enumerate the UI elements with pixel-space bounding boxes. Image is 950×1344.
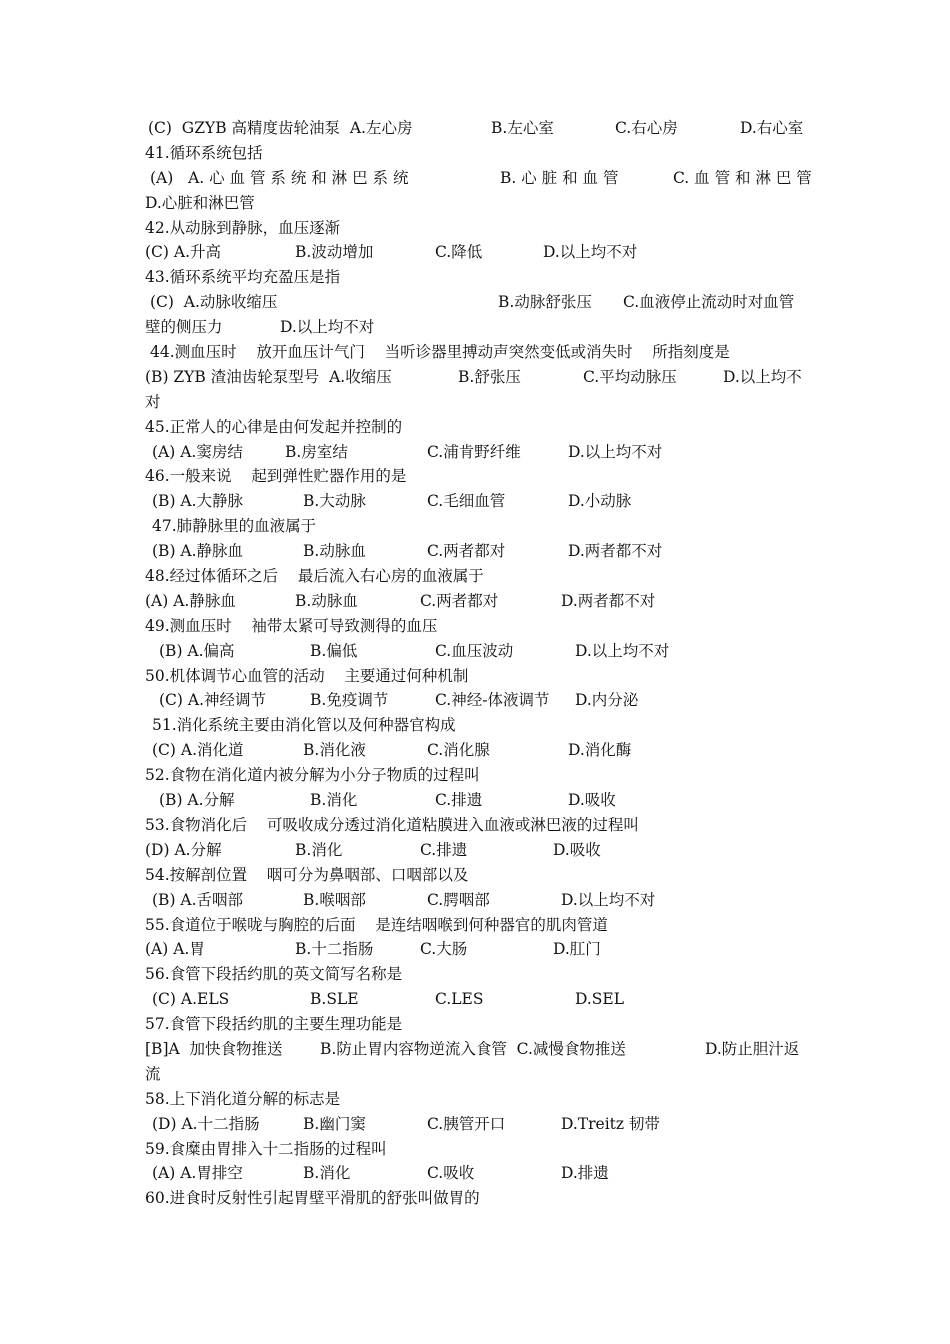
text-line (145, 191, 810, 216)
text-segment: (B) A.分解 (159, 791, 235, 810)
text-segment: 59.食糜由胃排入十二指肠的过程叫 (145, 1139, 387, 1158)
text-line (145, 962, 810, 987)
text-segment: B.喉咽部 (303, 890, 366, 909)
text-segment: D.心脏和淋巴管 (145, 193, 255, 212)
text-segment: D.排遗 (561, 1164, 609, 1183)
text-segment: B.防止胃内容物逆流入食管 C.减慢食物推送 (320, 1039, 626, 1058)
text-segment: C.平均动脉压 (583, 367, 677, 386)
text-segment: C.两者都对 (427, 542, 506, 561)
text-segment: B.消化 (303, 1164, 351, 1183)
text-segment: 对 (145, 392, 161, 411)
text-line (145, 614, 810, 639)
text-segment: B.舒张压 (458, 367, 521, 386)
text-segment: 45.正常人的心律是由何发起并控制的 (145, 417, 403, 436)
text-line (145, 340, 810, 365)
text-line (145, 639, 810, 664)
text-segment: (B) A.静脉血 (152, 542, 244, 561)
text-line (145, 1037, 810, 1062)
text-line (145, 937, 810, 962)
text-segment: (C) A.ELS (152, 990, 230, 1009)
text-segment: 49.测血压时 袖带太紧可导致测得的血压 (145, 616, 438, 635)
text-line (145, 1012, 810, 1037)
text-segment: 57.食管下段括约肌的主要生理功能是 (145, 1015, 403, 1034)
text-segment: 51.消化系统主要由消化管以及何种器官构成 (152, 716, 456, 735)
text-segment: (C) GZYB 高精度齿轮油泵 A.左心房 (148, 119, 413, 137)
text-segment: D.消化酶 (568, 741, 632, 760)
text-line (145, 987, 810, 1012)
text-segment: 47.肺静脉里的血液属于 (152, 517, 317, 536)
text-segment: D.以上均不对 (568, 442, 663, 461)
text-segment: (C) A.动脉收缩压 (150, 293, 278, 312)
text-segment: (A) A.窦房结 (152, 442, 243, 461)
text-line (145, 489, 810, 514)
text-segment: D.小动脉 (568, 492, 632, 511)
text-line (145, 365, 810, 390)
text-segment: C.大肠 (420, 940, 468, 959)
text-segment: D.以上均不对 (280, 318, 375, 337)
text-segment: 41.循环系统包括 (145, 143, 263, 162)
text-line (145, 664, 810, 689)
text-segment: B.左心室 (491, 119, 554, 137)
text-segment: C.血压波动 (435, 641, 514, 660)
text-segment: C.消化腺 (427, 741, 490, 760)
text-segment: C.降低 (435, 243, 483, 262)
text-segment: (A) A.胃排空 (152, 1164, 243, 1183)
text-segment: (D) A.分解 (145, 840, 222, 859)
text-segment: 53.食物消化后 可吸收成分透过消化道粘膜进入血液或淋巴液的过程叫 (145, 815, 639, 834)
text-segment: C.血液停止流动时对血管 (623, 293, 795, 312)
text-segment: (C) A.升高 (145, 243, 222, 262)
text-segment: 46.一般来说 起到弹性贮器作用的是 (145, 467, 407, 486)
text-segment: B. 心 脏 和 血 管 (500, 168, 619, 187)
text-segment: (C) A.消化道 (152, 741, 244, 760)
text-line (145, 464, 810, 489)
text-line (145, 539, 810, 564)
text-segment: 48.经过体循环之后 最后流入右心房的血液属于 (145, 567, 484, 586)
text-segment: C.浦肯野纤维 (427, 442, 521, 461)
text-segment: 壁的侧压力 (145, 318, 223, 337)
text-segment: 流 (145, 1064, 161, 1083)
text-line (145, 763, 810, 788)
text-segment: B.房室结 (285, 442, 348, 461)
text-segment: B.免疫调节 (310, 691, 389, 710)
text-segment: (B) ZYB 渣油齿轮泵型号 A.收缩压 (145, 367, 392, 386)
text-segment: (D) A.十二指肠 (152, 1114, 260, 1133)
text-segment: B.偏低 (310, 641, 358, 660)
text-line (145, 1087, 810, 1112)
text-segment: C.两者都对 (420, 591, 499, 610)
text-segment: (B) A.舌咽部 (152, 890, 244, 909)
text-segment: D.以上均不对 (575, 641, 670, 660)
question-list (145, 116, 810, 1211)
text-segment: B.动脉血 (295, 591, 358, 610)
text-segment: D.Treitz 韧带 (561, 1114, 661, 1133)
text-segment: (A) A. 心 血 管 系 统 和 淋 巴 系 统 (150, 168, 409, 187)
text-segment: D.吸收 (568, 791, 616, 810)
text-line (145, 788, 810, 813)
text-segment: D.SEL (575, 990, 625, 1009)
text-line (145, 888, 810, 913)
text-segment: B.消化 (310, 791, 358, 810)
text-segment: D.以上均不对 (561, 890, 656, 909)
text-segment: D.内分泌 (575, 691, 639, 710)
text-segment: (A) A.胃 (145, 940, 205, 959)
text-segment: D.吸收 (553, 840, 601, 859)
text-line (145, 564, 810, 589)
text-segment: B.大动脉 (303, 492, 366, 511)
text-line (145, 863, 810, 888)
text-segment: (B) A.偏高 (159, 641, 235, 660)
text-segment: D.肛门 (553, 940, 601, 959)
text-segment: (C) A.神经调节 (159, 691, 267, 710)
text-line (145, 216, 810, 241)
text-line (145, 1062, 810, 1087)
text-line (145, 838, 810, 863)
text-line (145, 1161, 810, 1186)
text-segment: (B) A.大静脉 (152, 492, 244, 511)
text-line (145, 166, 810, 191)
text-line (145, 713, 810, 738)
text-segment: B.波动增加 (295, 243, 374, 262)
text-segment: D.防止胆汁返 (705, 1039, 800, 1058)
text-line (145, 440, 810, 465)
text-segment: 55.食道位于喉咙与胸腔的后面 是连结咽喉到何种器官的肌肉管道 (145, 915, 608, 934)
text-segment: C.腭咽部 (427, 890, 490, 909)
text-segment: 50.机体调节心血管的活动 主要通过何种机制 (145, 666, 469, 685)
text-segment: D.以上均不 (723, 367, 802, 386)
text-segment: C.右心房 (615, 119, 678, 137)
text-segment: 56.食管下段括约肌的英文简写名称是 (145, 965, 403, 984)
text-segment: C. 血 管 和 淋 巴 管 (673, 168, 812, 187)
text-line (145, 514, 810, 539)
text-segment: 52.食物在消化道内被分解为小分子物质的过程叫 (145, 766, 480, 785)
text-segment: C.吸收 (427, 1164, 475, 1183)
text-segment: B.动脉血 (303, 542, 366, 561)
text-segment: D.两者都不对 (561, 591, 656, 610)
text-line (145, 265, 810, 290)
text-line (145, 1137, 810, 1162)
text-segment: B.幽门窦 (303, 1114, 366, 1133)
text-segment: B.十二指肠 (295, 940, 374, 959)
text-segment: 43.循环系统平均充盈压是指 (145, 268, 341, 287)
text-line (145, 240, 810, 265)
text-line (145, 1186, 810, 1211)
text-segment: B.消化 (295, 840, 343, 859)
text-line (145, 913, 810, 938)
text-line (145, 290, 810, 315)
text-segment: 54.按解剖位置 咽可分为鼻咽部、口咽部以及 (145, 865, 469, 884)
text-segment: C.LES (435, 990, 484, 1009)
text-segment: 44.测血压时 放开血压计气门 当听诊器里搏动声突然变低或消失时 所指刻度是 (150, 343, 730, 362)
text-segment: B.消化液 (303, 741, 366, 760)
text-line (145, 1112, 810, 1137)
text-segment: 42.从动脉到静脉，血压逐渐 (145, 218, 341, 237)
text-line (145, 116, 810, 141)
text-segment: C.排遗 (420, 840, 468, 859)
text-line (145, 813, 810, 838)
text-line (145, 589, 810, 614)
text-segment: B.动脉舒张压 (498, 293, 592, 312)
text-segment: (A) A.静脉血 (145, 591, 236, 610)
text-segment: 58.上下消化道分解的标志是 (145, 1089, 341, 1108)
text-segment: D.右心室 (740, 119, 804, 137)
text-line (145, 415, 810, 440)
text-line (145, 688, 810, 713)
text-segment: C.神经-体液调节 (435, 691, 550, 710)
text-segment: 60.进食时反射性引起胃壁平滑肌的舒张叫做胃的 (145, 1189, 480, 1208)
text-segment: D.以上均不对 (543, 243, 638, 262)
text-segment: C.排遗 (435, 791, 483, 810)
text-line (145, 315, 810, 340)
text-segment: C.胰管开口 (427, 1114, 506, 1133)
text-segment: [B]A 加快食物推送 (145, 1039, 283, 1058)
text-line (145, 390, 810, 415)
text-line (145, 141, 810, 166)
text-segment: B.SLE (310, 990, 359, 1009)
text-segment: D.两者都不对 (568, 542, 663, 561)
text-segment: C.毛细血管 (427, 492, 506, 511)
text-line (145, 738, 810, 763)
